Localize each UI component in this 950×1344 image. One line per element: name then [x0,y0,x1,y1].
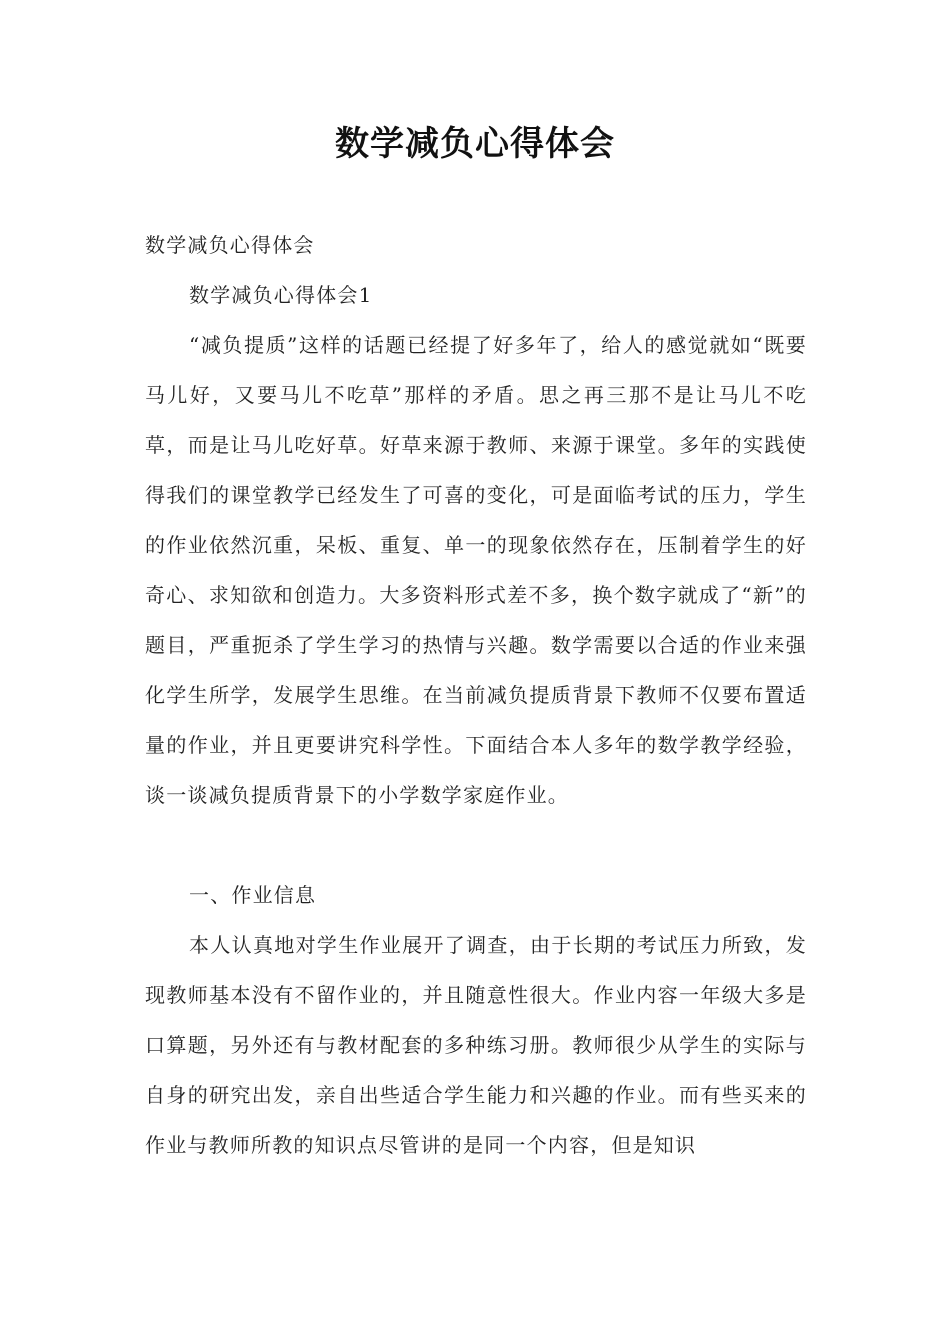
document-subtitle: 数学减负心得体会 [145,233,315,257]
document-body [145,220,807,1170]
body-paragraph-2: 本人认真地对学生作业展开了调查，由于长期的考试压力所致，发现教师基本没有不留作业的，并且随意性很大。作业内容一年级大多是口算题，另外还有与教材配套的多种练习册。教师很少从学生的实际与自身的研究出发，亲自出些适合学生能力和兴趣的作业。而有些买来的作业与教师所教的知识点尽管讲的是同一个内容，但是知识 [145,933,807,1157]
part-heading: 数学减负心得体会1 [189,283,373,307]
section-heading-1: 一、作业信息 [189,883,317,907]
document-title: 数学减负心得体会 [335,124,615,164]
body-paragraph-1: “减负提质”这样的话题已经提了好多年了，给人的感觉就如“既要马儿好，又要马儿不吃草”那样的矛盾。思之再三那不是让马儿不吃草，而是让马儿吃好草。好草来源于教师、来源于课堂。多年的实践使得我们的课堂教学已经发生了可喜的变化，可是面临考试的压力，学生的作业依然沉重，呆板、重复、单一的现象依然存在，压制着学生的好奇心、求知欲和创造力。大多资料形式差不多，换个数字就成了“新”的题目，严重扼杀了学生学习的热情与兴趣。数学需要以合适的作业来强化学生所学，发展学生思维。在当前减负提质背景下教师不仅要布置适量的作业，并且更要讲究科学性。下面结合本人多年的数学教学经验，谈一谈减负提质背景下的小学数学家庭作业。 [145,333,807,807]
